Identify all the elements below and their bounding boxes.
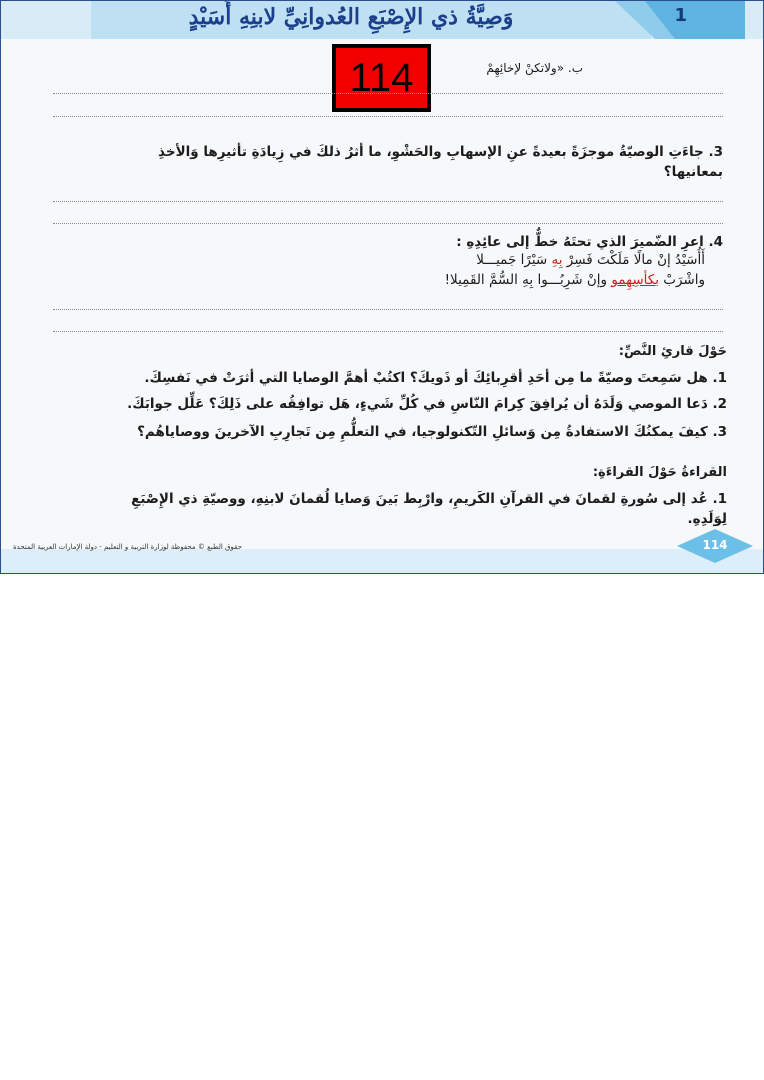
lesson-title: وَصِيَّةُ ذي الإِصْبَعِ العُدوانِيِّ لابنِهِ أُسَيْدٍ: [188, 4, 514, 30]
section-heading-reader: حَوْلَ قارئِ النَّصِّ:: [618, 344, 727, 359]
lesson-header: [1, 1, 763, 39]
copyright-text: حقوق الطبع © محفوظة لوزارة التربية و التعليم - دولة الإمارات العربية المتحدة: [13, 543, 242, 551]
poem-verse-2: [45, 269, 705, 291]
question-3: 3. جاءَتِ الوصيّةُ موجزَةً بعيدةً عنِ الإسهابِ والحَشْوِ، ما أثرُ ذلكَ في زِيادَةِ تأثيرِها وَالأخذِ: [158, 144, 723, 160]
underlined-pronoun-2: بكأسِهِمو: [611, 272, 659, 288]
verse-2-part-a: واشْرَبْ: [658, 272, 705, 288]
reader-item-2: 2. دَعا الموصي وَلَدَهُ أن يُرافِقَ كِرامَ النّاسِ في كُلِّ شَيءٍ، هَل توافِقُه على ذَلِكَ؟ عَلِّل جوابَكَ.: [127, 396, 727, 412]
reading-item-1: 1. عُد إلى سُورةِ لقمانَ في القرآنِ الكَريمِ، وارْبِط بَينَ وَصايا لُقمانَ لابنِهِ، ووصيّةِ ذي الإِصْبَعِ: [131, 491, 727, 507]
unit-number: 1: [674, 5, 687, 26]
verse-2-part-c: وإنْ شَرِبُـــوا بِهِ السُّمَّ القَمِيلا!: [444, 272, 612, 288]
answer-line: [53, 93, 723, 94]
verse-1-part-a: أَأُسَيْدُ إنْ مالًا مَلَكْتَ فَسِرْ: [562, 252, 705, 268]
page-number-badge: 114: [332, 44, 431, 112]
question-2b: ب. «ولاتكنْ لإخائِهِمْ: [486, 61, 583, 75]
verse-1-part-c: سَيْرًا جَميـــلا: [476, 252, 552, 268]
answer-line: [53, 331, 723, 332]
footer-page-number: 114: [702, 538, 728, 552]
question-4: 4. اعرِ الضّميرَ الذي تحتَهُ خطٌّ إلى عائِدِهِ :: [456, 234, 723, 250]
reader-item-3: 3. كيفَ يمكنُكَ الاستفادةُ مِن وَسائلِ التّكنولوجيا، في التعلُّمِ مِن تَجارِبِ الآخرينَ ووصاياهُم؟: [137, 424, 727, 440]
section-heading-reading: القراءةُ حَوْلَ القراءَةِ:: [592, 465, 727, 480]
poem-verse-1: [45, 249, 705, 271]
reading-item-1-continued: لِوَلَدِهِ.: [687, 511, 727, 527]
question-3-continued: بمعانيها؟: [663, 164, 723, 180]
answer-line: [53, 201, 723, 202]
answer-line: [53, 116, 723, 117]
answer-line: [53, 309, 723, 310]
answer-line: [53, 223, 723, 224]
reader-item-1: 1. هل سَمِعتَ وصيّةً ما مِن أحَدِ أقرِبائِكَ أو ذَويكَ؟ اكتُبْ أهمَّ الوصايا التي أثرَتْ في نَفسِكَ.: [144, 370, 727, 386]
underlined-pronoun-1: بِهِ: [551, 252, 563, 268]
footer-band: [1, 549, 763, 573]
